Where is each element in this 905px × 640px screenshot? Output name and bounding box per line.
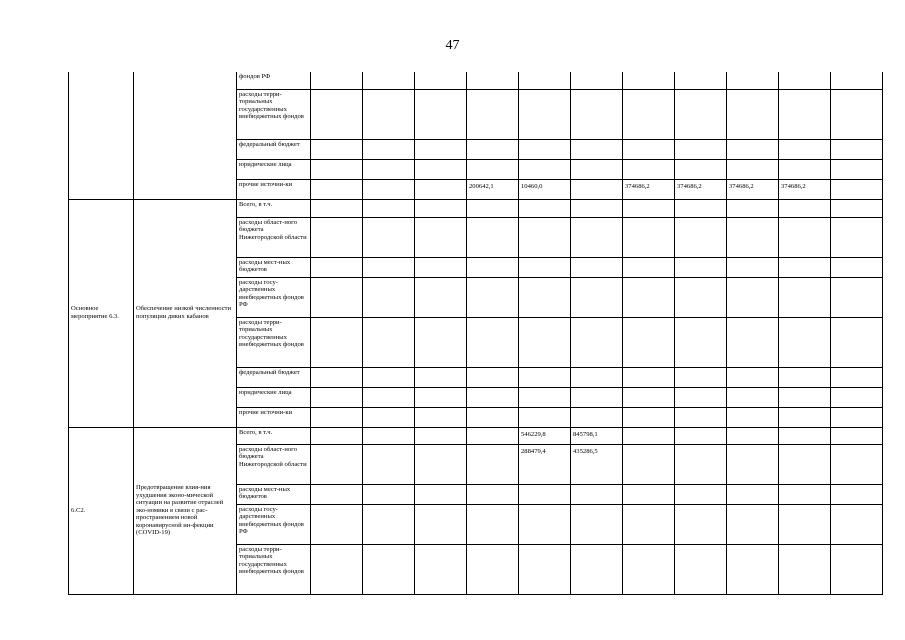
amount-cell [727,257,779,277]
funding-source-label: юридические лица [237,159,311,179]
amount-cell [311,159,363,179]
amount-cell [831,72,883,89]
amount-cell [467,444,519,484]
amount-cell [779,367,831,387]
amount-cell [571,199,623,217]
amount-cell [727,444,779,484]
funding-source-label: Всего, в т.ч. [237,427,311,444]
funding-source-label: прочие источни-ки [237,407,311,427]
amount-cell [623,89,675,139]
funding-source-label: юридические лица [237,387,311,407]
amount-cell [311,257,363,277]
amount-cell [571,257,623,277]
amount-cell [571,367,623,387]
amount-cell [519,277,571,317]
amount-cell [467,484,519,504]
amount-cell [363,217,415,257]
amount-cell [727,139,779,159]
amount-cell [623,407,675,427]
amount-cell [571,217,623,257]
amount-cell [571,277,623,317]
amount-cell [467,317,519,367]
amount-cell [727,407,779,427]
amount-cell [831,317,883,367]
amount-cell [519,484,571,504]
amount-cell [571,544,623,594]
amount-cell [727,217,779,257]
amount-cell [831,199,883,217]
amount-cell [727,199,779,217]
amount-cell [467,387,519,407]
amount-cell [675,444,727,484]
measure-code-cell [69,72,134,199]
amount-cell [831,544,883,594]
amount-cell [623,544,675,594]
amount-cell [675,277,727,317]
amount-cell [675,407,727,427]
amount-cell [571,179,623,199]
amount-cell [831,484,883,504]
funding-source-label: расходы мест-ных бюджетов [237,257,311,277]
amount-cell [415,72,467,89]
amount-cell [675,367,727,387]
amount-cell: 10460,0 [519,179,571,199]
amount-cell [831,217,883,257]
amount-cell [779,427,831,444]
budget-table [68,72,883,595]
amount-cell [831,427,883,444]
measure-code-cell: 6.С2. [69,427,134,594]
amount-cell [311,72,363,89]
amount-cell [779,257,831,277]
amount-cell [779,217,831,257]
amount-cell [415,139,467,159]
page-number: 47 [445,38,460,53]
amount-cell [623,139,675,159]
amount-cell [415,89,467,139]
amount-cell [311,277,363,317]
amount-cell [779,199,831,217]
amount-cell [363,427,415,444]
amount-cell [519,407,571,427]
amount-cell [623,199,675,217]
amount-cell [571,504,623,544]
amount-cell [571,139,623,159]
amount-cell [779,407,831,427]
funding-source-label: федеральный бюджет [237,367,311,387]
amount-cell [363,407,415,427]
amount-cell [467,427,519,444]
amount-cell [467,257,519,277]
amount-cell [363,159,415,179]
amount-cell [779,387,831,407]
amount-cell [675,484,727,504]
amount-cell [363,179,415,199]
amount-cell [519,504,571,544]
amount-cell [519,387,571,407]
amount-cell [779,484,831,504]
amount-cell [623,159,675,179]
amount-cell [831,277,883,317]
amount-cell [415,427,467,444]
amount-cell [467,407,519,427]
amount-cell [311,199,363,217]
amount-cell [571,72,623,89]
amount-cell [623,72,675,89]
amount-cell [675,504,727,544]
amount-cell [467,544,519,594]
amount-cell [727,427,779,444]
amount-cell [831,179,883,199]
amount-cell [415,317,467,367]
amount-cell [727,367,779,387]
amount-cell [415,159,467,179]
amount-cell [571,317,623,367]
amount-cell [831,407,883,427]
amount-cell [363,317,415,367]
amount-cell [779,89,831,139]
amount-cell [415,257,467,277]
amount-cell [623,277,675,317]
funding-source-label: расходы терри-ториальных государственных внебюджетных фондов [237,317,311,367]
amount-cell [467,89,519,139]
amount-cell: 374686,2 [727,179,779,199]
amount-cell [675,427,727,444]
amount-cell [727,72,779,89]
amount-cell [415,407,467,427]
funding-source-label: расходы госу-дарственных внебюджетных фондов РФ [237,504,311,544]
amount-cell [623,387,675,407]
amount-cell [779,317,831,367]
table-row [69,199,883,217]
amount-cell [311,317,363,367]
measure-name-cell [134,72,237,199]
amount-cell [675,317,727,367]
amount-cell [623,504,675,544]
amount-cell [727,159,779,179]
amount-cell [779,544,831,594]
amount-cell [311,367,363,387]
amount-cell [415,217,467,257]
amount-cell: 374686,2 [675,179,727,199]
amount-cell [415,484,467,504]
amount-cell [519,317,571,367]
amount-cell [311,179,363,199]
amount-cell [311,407,363,427]
amount-cell [363,544,415,594]
amount-cell [675,72,727,89]
amount-cell [675,544,727,594]
amount-cell [311,504,363,544]
amount-cell [727,317,779,367]
amount-cell [727,544,779,594]
amount-cell [675,199,727,217]
amount-cell [519,89,571,139]
amount-cell [623,257,675,277]
table-row [69,427,883,444]
amount-cell [311,89,363,139]
amount-cell [363,277,415,317]
amount-cell [675,159,727,179]
amount-cell [363,257,415,277]
amount-cell [415,277,467,317]
amount-cell [779,504,831,544]
amount-cell [779,72,831,89]
amount-cell [623,484,675,504]
amount-cell [467,72,519,89]
amount-cell [363,504,415,544]
amount-cell [363,139,415,159]
funding-source-label: Всего, в т.ч. [237,199,311,217]
amount-cell [467,504,519,544]
amount-cell [675,217,727,257]
amount-cell [831,139,883,159]
amount-cell: 288479,4 [519,444,571,484]
measure-name-cell: Обеспечение низкой численности популяции диких кабанов [134,199,237,427]
amount-cell: 546229,8 [519,427,571,444]
amount-cell [363,387,415,407]
amount-cell [415,199,467,217]
amount-cell: 374686,2 [623,179,675,199]
amount-cell [467,159,519,179]
funding-source-label: федеральный бюджет [237,139,311,159]
amount-cell [415,444,467,484]
amount-cell [831,444,883,484]
amount-cell [675,89,727,139]
amount-cell [519,72,571,89]
amount-cell [415,179,467,199]
amount-cell: 435286,5 [571,444,623,484]
amount-cell [831,159,883,179]
amount-cell: 200642,1 [467,179,519,199]
amount-cell [467,139,519,159]
funding-source-label: расходы област-ного бюджета Нижегородской области [237,217,311,257]
amount-cell [623,444,675,484]
amount-cell [519,139,571,159]
amount-cell [571,407,623,427]
amount-cell: 374686,2 [779,179,831,199]
amount-cell [363,484,415,504]
amount-cell [623,427,675,444]
measure-code-cell: Основное мероприятие 6.3. [69,199,134,427]
amount-cell [467,217,519,257]
measure-name-cell: Предотвращение влия-ния ухудшения эконо-мической ситуации на развитие отраслей эко-номики в связи с рас-пространением новой коронавирусной ин-фекции (COVID-19) [134,427,237,594]
amount-cell [311,484,363,504]
amount-cell [363,72,415,89]
amount-cell [831,504,883,544]
amount-cell [363,89,415,139]
funding-source-label: расходы мест-ных бюджетов [237,484,311,504]
amount-cell [675,257,727,277]
amount-cell [311,544,363,594]
funding-source-label: расходы терри-ториальных государственных внебюджетных фондов [237,544,311,594]
amount-cell [519,199,571,217]
amount-cell [623,217,675,257]
amount-cell [779,159,831,179]
amount-cell [571,159,623,179]
amount-cell [363,199,415,217]
amount-cell [363,367,415,387]
amount-cell: 845798,1 [571,427,623,444]
amount-cell [727,504,779,544]
amount-cell [623,317,675,367]
amount-cell [311,387,363,407]
amount-cell [415,544,467,594]
amount-cell [519,544,571,594]
amount-cell [727,89,779,139]
amount-cell [311,444,363,484]
funding-source-label: фондов РФ [237,72,311,89]
amount-cell [831,257,883,277]
amount-cell [519,159,571,179]
amount-cell [727,484,779,504]
funding-source-label: расходы госу-дарственных внебюджетных фондов РФ [237,277,311,317]
amount-cell [519,257,571,277]
amount-cell [519,367,571,387]
amount-cell [363,444,415,484]
funding-source-label: расходы област-ного бюджета Нижегородской области [237,444,311,484]
amount-cell [467,199,519,217]
amount-cell [415,367,467,387]
funding-source-label: прочие источни-ки [237,179,311,199]
amount-cell [571,89,623,139]
amount-cell [831,89,883,139]
amount-cell [467,367,519,387]
amount-cell [519,217,571,257]
amount-cell [415,504,467,544]
amount-cell [727,387,779,407]
amount-cell [311,217,363,257]
amount-cell [831,367,883,387]
amount-cell [727,277,779,317]
amount-cell [779,139,831,159]
amount-cell [571,387,623,407]
amount-cell [779,277,831,317]
amount-cell [623,367,675,387]
amount-cell [779,444,831,484]
amount-cell [831,387,883,407]
funding-source-label: расходы терри-ториальных государственных внебюджетных фондов [237,89,311,139]
amount-cell [311,427,363,444]
amount-cell [467,277,519,317]
amount-cell [675,139,727,159]
amount-cell [675,387,727,407]
amount-cell [311,139,363,159]
table-row [69,72,883,89]
amount-cell [415,387,467,407]
amount-cell [571,484,623,504]
